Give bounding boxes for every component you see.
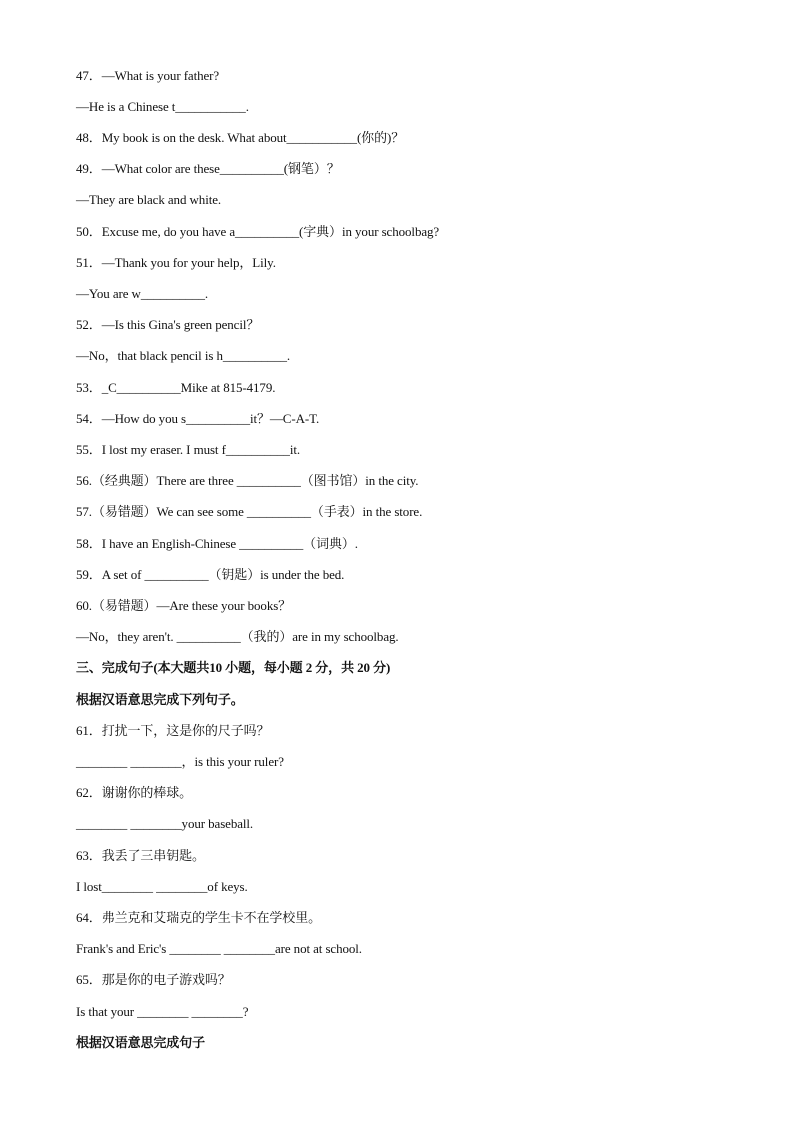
q47-prompt: 47．—What is your father? <box>76 68 220 83</box>
q61-prompt: 61．打扰一下，这是你的尺子吗？ <box>76 723 270 738</box>
q53: 53．_C__________Mike at 815-4179. <box>76 380 276 395</box>
q49-prompt: 49．—What color are these__________(钢笔）？ <box>76 161 340 176</box>
q52-answer: —No，that black pencil is h__________. <box>76 348 291 363</box>
q60-answer: —No，they aren't. __________（我的）are in my schoolbag. <box>76 629 399 644</box>
q51-prompt: 51．—Thank you for your help，Lily. <box>76 255 276 270</box>
q65-answer: Is that your ________ ________? <box>76 1004 249 1019</box>
q61-answer: ________ ________，is this your ruler? <box>76 754 284 769</box>
q55: 55．I lost my eraser. I must f__________it. <box>76 442 300 457</box>
q63-prompt: 63．我丢了三串钥匙。 <box>76 848 205 863</box>
q60-prompt: 60.（易错题）—Are these your books？ <box>76 598 292 613</box>
q57: 57.（易错题）We can see some __________（手表）in the store. <box>76 504 423 519</box>
q62-prompt: 62．谢谢你的棒球。 <box>76 785 193 800</box>
q50: 50．Excuse me, do you have a__________(字典）in your schoolbag? <box>76 224 440 239</box>
q64-answer: Frank's and Eric's ________ ________are not at school. <box>76 941 362 956</box>
q56: 56.（经典题）There are three __________（图书馆）in the city. <box>76 473 419 488</box>
q62-answer: ________ ________your baseball. <box>76 816 254 831</box>
section-instruction-2: 根据汉语意思完成句子 <box>76 1035 206 1050</box>
q54: 54．—How do you s__________it？—C-A-T. <box>76 411 320 426</box>
q48: 48．My book is on the desk. What about___________(你的)？ <box>76 130 405 145</box>
q65-prompt: 65．那是你的电子游戏吗？ <box>76 972 231 987</box>
q47-answer: —He is a Chinese t___________. <box>76 99 249 114</box>
q63-answer: I lost________ ________of keys. <box>76 879 248 894</box>
section-heading: 三、完成句子(本大题共10 小题，每小题 2 分，共 20 分) <box>76 660 391 675</box>
q52-prompt: 52．—Is this Gina's green pencil？ <box>76 317 260 332</box>
q64-prompt: 64．弗兰克和艾瑞克的学生卡不在学校里。 <box>76 910 322 925</box>
q49-answer: —They are black and white. <box>76 192 222 207</box>
q59: 59．A set of __________（钥匙）is under the bed. <box>76 567 345 582</box>
q51-answer: —You are w__________. <box>76 286 208 301</box>
section-instruction: 根据汉语意思完成下列句子。 <box>76 692 244 707</box>
q58: 58．I have an English-Chinese __________（词典）. <box>76 536 358 551</box>
